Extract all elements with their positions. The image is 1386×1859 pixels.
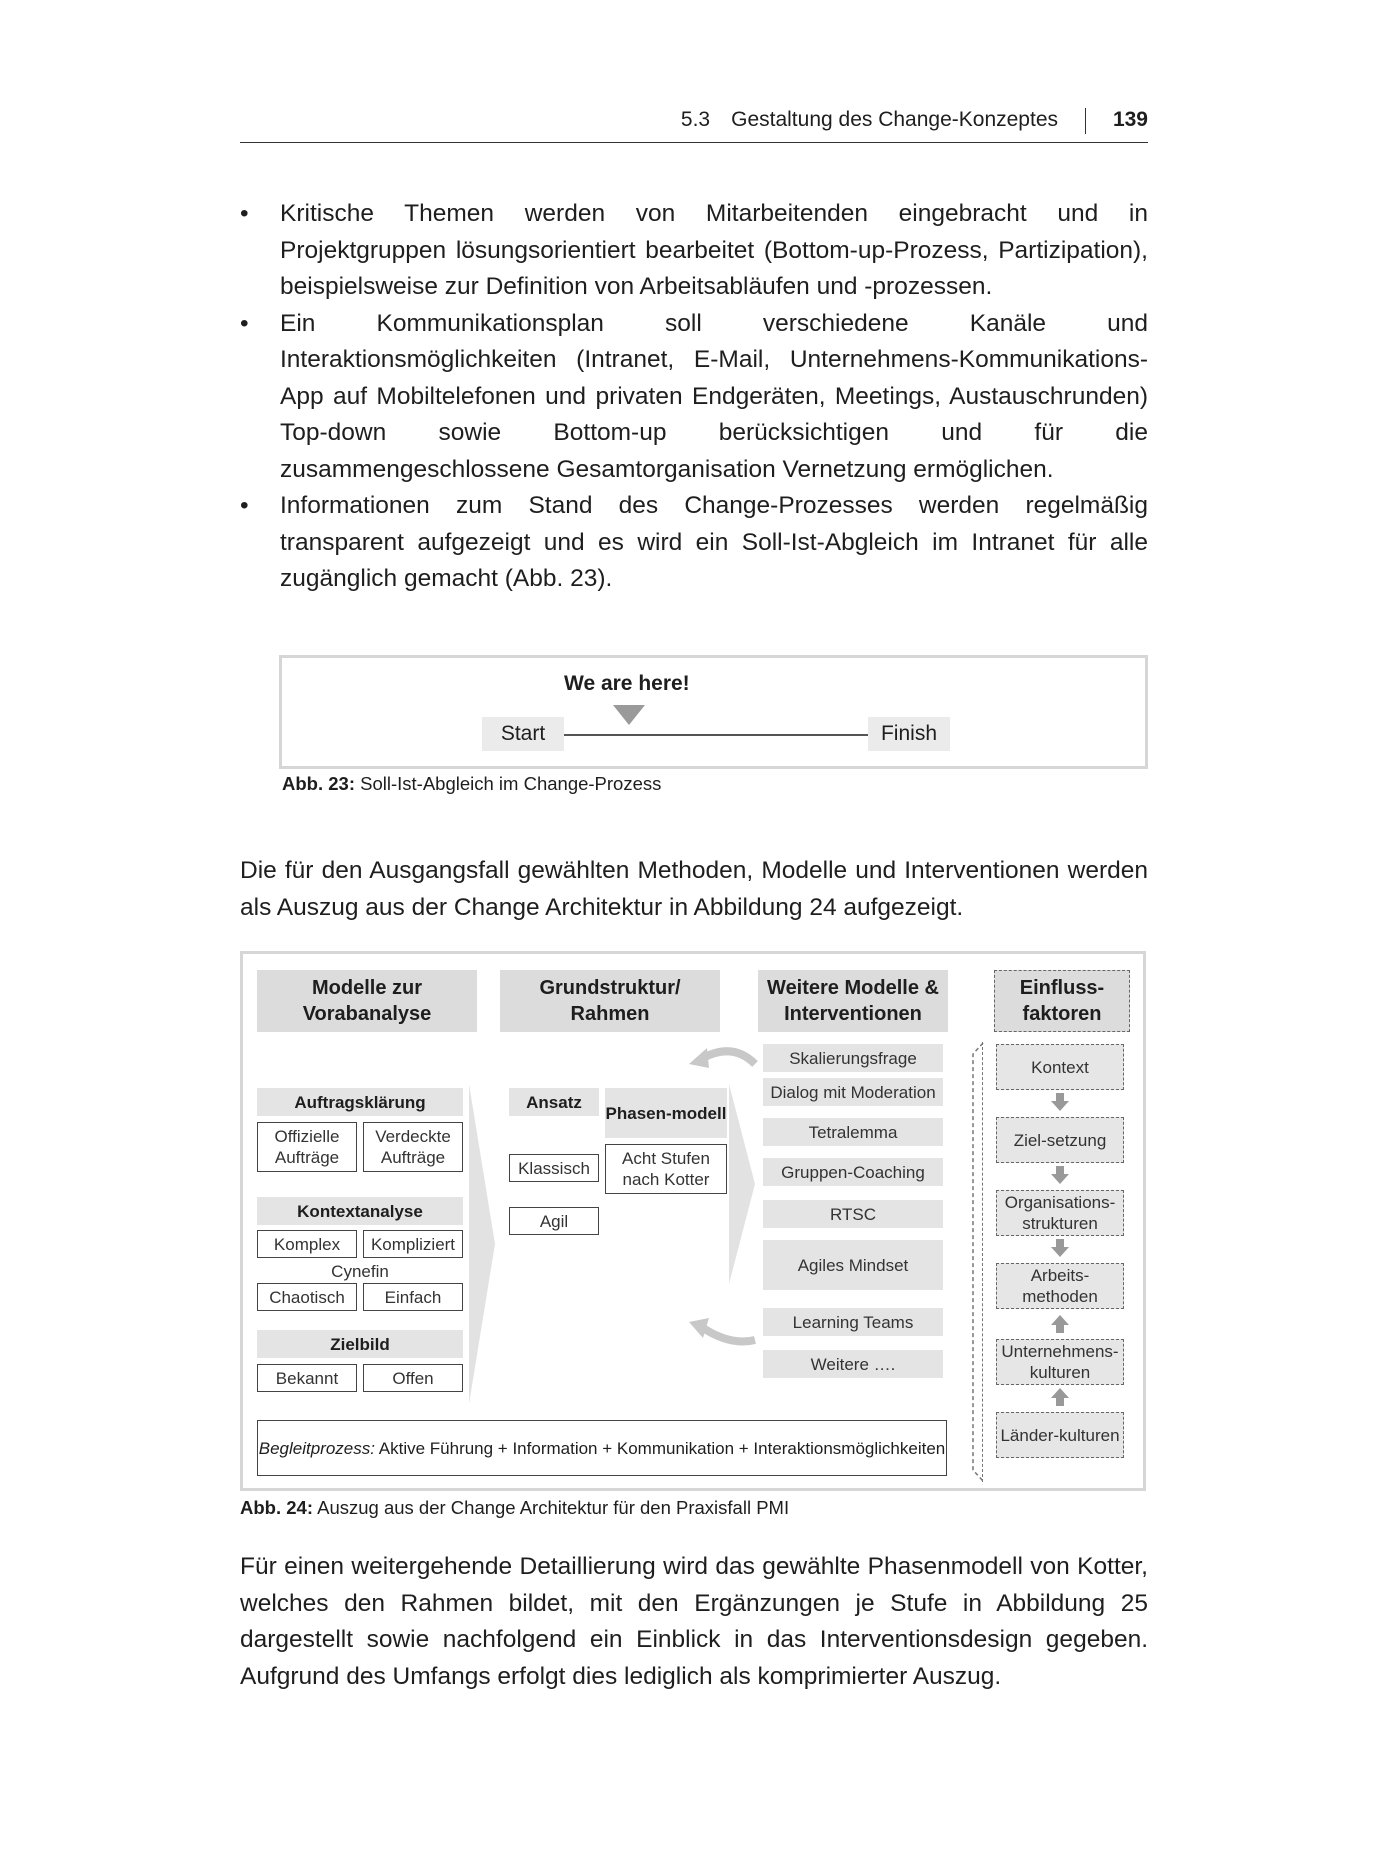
- bullet-dot-icon: •: [240, 309, 249, 337]
- interventions-item: RTSC: [763, 1200, 943, 1228]
- paragraph-detail: Für einen weitergehende Detaillierung wird das gewählte Phasenmodell von Kotter, welches den Rahmen bildet, mit den Ergänzungen je Stufe in Abbildung 25 dargestellt sowie nachfolgend ein Einblick in das Interventionsdesign gegeben. Aufgrund des Umfangs erfolgt dies lediglich als komprimierter Auszug.: [240, 1553, 1148, 1690]
- bullet-dot-icon: •: [240, 200, 249, 227]
- bullet-text: Kritische Themen werden von Mitarbeitenden eingebracht und in Projektgruppen lösungsorientiert bearbeitet (Bottom-up-Prozess, Partizipation), beispielsweise zur Definition von Arbeitsabläufen und -prozessen.: [280, 200, 1148, 300]
- arrow-down-icon: [1051, 1166, 1069, 1186]
- interventions-item: Learning Teams: [763, 1308, 943, 1336]
- kotter-box: Acht Stufen nach Kotter: [605, 1144, 727, 1194]
- progress-line: [564, 734, 868, 736]
- bullet-item: [240, 306, 1148, 489]
- curved-arrow-left-icon: [681, 1310, 761, 1350]
- chevron-right-icon: [467, 1084, 497, 1404]
- kontextanalyse-title: Kontextanalyse: [257, 1197, 463, 1225]
- bullet-text: Informationen zum Stand des Change-Prozesses werden regelmäßig transparent aufgezeigt und es wird ein Soll-Ist-Abgleich im Intranet für alle zugänglich gemacht (Abb. 23).: [280, 492, 1148, 592]
- offizielle-auftraege-box: Offizielle Aufträge: [257, 1122, 357, 1172]
- header-einflussfaktoren: Einfluss-faktoren: [994, 970, 1130, 1032]
- phasenmodell-title: Phasen-modell: [605, 1088, 727, 1138]
- header-section-title: 5.3 Gestaltung des Change-Konzeptes: [680, 108, 1058, 131]
- einfluss-item: Organisations-strukturen: [996, 1190, 1124, 1236]
- ansatz-title: Ansatz: [509, 1088, 599, 1116]
- bullet-text: Ein Kommunikationsplan soll verschiedene Kanäle und Interaktionsmöglichkeiten (Intranet, E-Mail, Unternehmens-Kommunikations-App auf Mobiltelefonen und privaten Endgeräten, Meetings, Austauschrunden) Top-down sowie Bottom-up berücksichtigen und für die zusammengeschlossene Gesamtorganisation Vernetzung ermöglichen.: [280, 309, 1148, 483]
- komplex-box: Komplex: [257, 1230, 357, 1258]
- figure-23: [279, 655, 1148, 769]
- figure-24-caption: [240, 1497, 789, 1519]
- caption-text: Soll-Ist-Abgleich im Change-Prozess: [354, 773, 662, 794]
- marker-triangle-icon: [609, 703, 649, 727]
- interventions-item: Dialog mit Moderation: [763, 1078, 943, 1106]
- paragraph-intro: Die für den Ausgangsfall gewählten Methoden, Modelle und Interventionen werden als Auszug aus der Change Architektur in Abbildung 24 aufgezeigt.: [240, 857, 1148, 921]
- bullet-dot-icon: •: [240, 492, 249, 519]
- einfach-box: Einfach: [363, 1283, 463, 1311]
- interventions-item: Gruppen-Coaching: [763, 1158, 943, 1186]
- we-are-here-label: We are here!: [564, 672, 690, 695]
- header-vorabanalyse: Modelle zur Vorabanalyse: [257, 970, 477, 1032]
- einfluss-item: Ziel-setzung: [996, 1117, 1124, 1163]
- arrow-up-icon: [1051, 1315, 1069, 1335]
- kompliziert-box: Kompliziert: [363, 1230, 463, 1258]
- chaotisch-box: Chaotisch: [257, 1283, 357, 1311]
- bekannt-box: Bekannt: [257, 1364, 357, 1392]
- curved-arrow-left-icon: [681, 1040, 761, 1080]
- einfluss-item: Arbeits-methoden: [996, 1263, 1124, 1309]
- arrow-up-icon: [1051, 1388, 1069, 1408]
- header-divider: [1085, 108, 1087, 134]
- start-label: Start: [482, 717, 564, 751]
- interventions-item: Tetralemma: [763, 1118, 943, 1146]
- caption-label: Abb. 23:: [282, 773, 355, 794]
- interventions-item: Agiles Mindset: [763, 1240, 943, 1290]
- interventions-item: Skalierungsfrage: [763, 1044, 943, 1072]
- einfluss-item: Kontext: [996, 1044, 1124, 1090]
- verdeckte-auftraege-box: Verdeckte Aufträge: [363, 1122, 463, 1172]
- interventions-item: Weitere ….: [763, 1350, 943, 1378]
- agil-box: Agil: [509, 1207, 599, 1235]
- bullet-item: [240, 196, 1148, 306]
- klassisch-box: Klassisch: [509, 1154, 599, 1182]
- arrow-down-icon: [1051, 1093, 1069, 1113]
- finish-label: Finish: [868, 717, 950, 751]
- bracket-icon: [971, 1042, 985, 1482]
- begleitprozess-label: Begleitprozess:: [258, 1438, 375, 1458]
- einfluss-item: Länder-kulturen: [996, 1412, 1124, 1458]
- running-header: [240, 104, 1148, 143]
- bullet-item: [240, 488, 1148, 598]
- header-weitere-modelle: Weitere Modelle & Interventionen: [758, 970, 948, 1032]
- zielbild-title: Zielbild: [257, 1330, 463, 1358]
- page-number: 139: [1112, 108, 1148, 131]
- figure-23-caption: [282, 773, 661, 795]
- caption-label: Abb. 24:: [240, 1497, 313, 1518]
- chevron-right-icon: [727, 1084, 757, 1284]
- offen-box: Offen: [363, 1364, 463, 1392]
- auftragsklaerung-title: Auftragsklärung: [257, 1088, 463, 1116]
- figure-24: [240, 951, 1146, 1491]
- cynefin-label: Cynefin: [331, 1262, 389, 1281]
- begleitprozess-text: Aktive Führung + Information + Kommunikation + Interaktionsmöglichkeiten: [374, 1438, 946, 1458]
- caption-text: Auszug aus der Change Architektur für den Praxisfall PMI: [312, 1497, 790, 1518]
- einfluss-item: Unternehmens-kulturen: [996, 1339, 1124, 1385]
- arrow-down-icon: [1051, 1239, 1069, 1259]
- bullet-list: [240, 196, 1148, 598]
- begleitprozess-box: [257, 1420, 947, 1476]
- header-grundstruktur: Grundstruktur/ Rahmen: [500, 970, 720, 1032]
